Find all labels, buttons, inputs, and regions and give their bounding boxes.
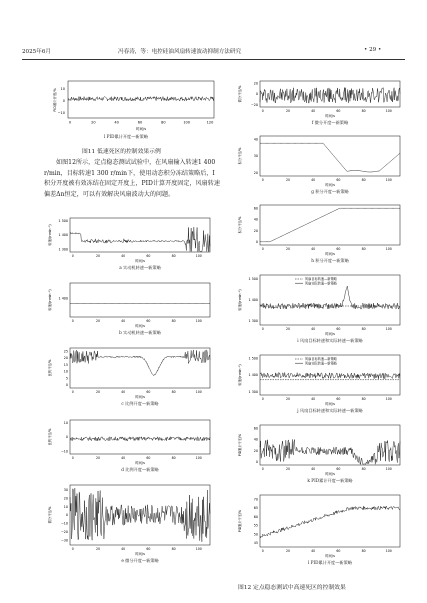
fig11-xtick: 80 [161,120,166,125]
ylabel: 积分开度/% [238,147,242,165]
ytick-label: 1 300 [248,319,258,324]
xtick-label: 40 [311,467,316,471]
xtick-label: 60 [336,467,341,471]
fig11-xtick: 100 [183,120,191,125]
xtick-label: 100 [385,247,392,251]
xtick-label: 20 [285,549,291,553]
xtick-label: 60 [146,254,151,258]
plot-frame [260,205,400,245]
xtick-label: 80 [361,549,366,553]
ytick-label: 10 [63,369,68,374]
xtick-label: 100 [385,467,392,471]
xtick-label: 60 [336,247,341,251]
xtick-label: 20 [285,327,291,331]
xlabel: 时间/s [325,183,335,187]
legend-entry: 风扇实际转速—新策略 [305,281,337,286]
xlabel: 时间/s [325,332,335,336]
xtick-label: 40 [121,547,126,551]
xtick-label: 80 [361,247,366,251]
xtick-label: 0 [261,327,264,331]
plot-frame [70,348,210,388]
ytick-label: 0 [255,92,258,97]
legend-entry: 风扇实际转速—新策略 [305,361,337,366]
xtick-label: 80 [171,547,176,551]
xlabel: 时间/s [325,472,335,476]
ytick-label: 1 500 [58,218,68,223]
ylabel: PID累计开度/% [238,509,242,533]
xtick-label: 40 [121,456,126,460]
ytick-label: 20 [253,171,258,175]
fig11-ytick: 10 [60,87,65,91]
ytick-label: 1 300 [248,390,258,394]
ytick-label: 60 [253,206,258,211]
figure-panel-k [234,422,404,480]
legend-entry: 风扇目标转速—新策略 [305,357,337,362]
ytick-label: 60 [253,426,258,431]
xtick-label: 80 [171,456,176,460]
plot-frame [70,218,210,252]
xtick-label: 100 [385,397,392,401]
ylabel: 微分开度/% [238,85,242,103]
ytick-label: 20 [253,81,258,86]
ytick-label: 1 400 [248,298,258,303]
panel-label-a: a 实动机转速—新策略 [119,265,161,270]
series-line [70,437,210,441]
ytick-label: 50 [253,532,258,537]
fig11-xtick: 60 [137,120,143,125]
xtick-label: 60 [146,456,151,460]
ytick-label: 0 [65,513,68,518]
ytick-label: −10 [61,449,68,454]
ytick-label: 55 [253,523,258,528]
ytick-label: −30 [61,538,68,543]
ytick-label: 25 [63,349,68,354]
xtick-label: 100 [385,178,392,182]
ytick-label: 1 400 [58,296,68,301]
ytick-label: 30 [253,154,258,159]
panel-label-d: d 比例开度—新策略 [121,467,159,472]
panel-label-h: h 积分开度—新策略 [311,258,349,263]
xlabel: 时间/s [135,259,145,263]
xtick-label: 80 [171,254,176,258]
ytick-label: 20 [63,496,68,501]
ytick-label: 20 [253,228,258,233]
xlabel: 时间/s [325,402,335,406]
xtick-label: 40 [311,397,316,401]
ytick-label: 0 [255,240,258,244]
running-header-title: 冯春涛，等：电控硅油风扇转速波动抑制方法研究 [118,49,242,55]
panel-label-f: f 微分开度—新策略 [311,120,349,125]
ytick-label: 70 [253,497,258,502]
panel-label-c: c 比例开度—新策略 [121,401,159,406]
xtick-label: 20 [285,397,291,401]
xlabel: 时间/s [325,252,335,256]
xtick-label: 20 [285,109,291,113]
ytick-label: 1 300 [58,247,68,252]
fig11-series-line [68,97,214,101]
xtick-label: 100 [195,254,202,258]
xtick-label: 0 [71,456,74,460]
ylabel: 微分开度/% [48,506,52,524]
ylabel: 积分开度/% [238,216,242,234]
ytick-label: 40 [253,217,258,222]
ytick-label: 1 500 [248,356,258,361]
ytick-label: 5 [65,376,68,381]
fig11-xtick: 40 [114,120,119,125]
ylabel: 转速/(r·min⁻¹) [238,289,242,311]
ytick-label: 65 [253,506,258,511]
panel-label-l: l PID累计开度—新策略 [307,560,352,565]
fig11-ytick: 0 [62,99,65,103]
ytick-label: 1 500 [248,277,258,282]
panel-label-j: j 风扇目标转速和实际转速—新策略 [297,408,363,413]
xlabel: 时间/s [135,395,145,399]
xtick-label: 80 [361,397,366,401]
xlabel: 时间/s [135,552,145,556]
ytick-label: 10 [63,504,68,509]
xtick-label: 60 [336,109,341,113]
xtick-label: 60 [146,547,151,551]
xlabel: 时间/s [325,114,335,118]
panel-label-i: i 风扇目标转速和实际转速—新策略 [297,338,363,343]
xtick-label: 40 [121,254,126,258]
xtick-label: 0 [71,319,74,323]
fig11-xtick: 20 [91,120,96,125]
xtick-label: 40 [311,178,316,182]
xtick-label: 20 [285,178,291,182]
figure-panel-a [44,215,214,267]
xtick-label: 20 [285,467,291,471]
ytick-label: 15 [63,362,68,367]
ytick-label: 20 [63,356,68,361]
ytick-label: 10 [63,420,68,425]
xtick-label: 20 [95,319,101,323]
legend-entry: 风扇目标转速—新策略 [305,277,337,282]
xtick-label: 40 [121,390,126,394]
fig11-xtick: 0 [68,120,72,125]
xtick-label: 20 [95,456,101,460]
body-paragraph: 如图12所示，定点稳态测试试验中，在风扇输入转速1 400 r/min，目标转速1 300 r/min下，使用动态积分冻结策略后，I积分开度被有效冻结在固定开度上，PID计算开度固定，风扇转速偏差Δn恒定，可以有效解决风扇波动大的问题。 [44,159,220,198]
ytick-label: 60 [253,514,258,519]
ylabel: 比例开度/% [48,359,52,377]
xtick-label: 0 [71,390,74,394]
ytick-label: 0 [255,460,258,464]
xtick-label: 60 [336,327,341,331]
series-line [70,488,210,542]
header-rule [22,59,405,60]
series-line [260,506,400,538]
ylabel: 转速/(r·min⁻¹) [48,289,52,311]
figure-panel-f [234,78,404,122]
fig11-caption: 图11 低速死区的控制效果示例 [82,149,161,155]
xtick-label: 80 [171,319,176,323]
figure-panel-c [44,345,214,403]
xtick-label: 0 [261,178,264,182]
xtick-label: 100 [385,549,392,553]
xtick-label: 100 [195,319,202,323]
figure-panel-j [234,352,404,410]
plot-frame [260,495,400,547]
xtick-label: 80 [361,178,366,182]
xtick-label: 80 [361,327,366,331]
xtick-label: 40 [311,109,316,113]
xtick-label: 60 [146,390,151,394]
xtick-label: 40 [311,549,316,553]
xtick-label: 60 [146,319,151,323]
xtick-label: 100 [385,327,392,331]
figure-11-plot [40,78,220,140]
xtick-label: 0 [261,109,264,113]
xtick-label: 0 [261,549,264,553]
series-line [260,88,400,103]
xtick-label: 0 [261,467,264,471]
xtick-label: 0 [71,254,74,258]
xlabel: 时间/s [325,554,335,558]
ytick-label: 30 [63,488,68,492]
running-header-date: 2025年6月 [22,49,51,55]
xtick-label: 0 [71,547,74,551]
xtick-label: 60 [336,549,341,553]
ytick-label: 1 400 [58,233,68,238]
panel-label-k: k PID累计开度—新策略 [307,478,353,483]
xtick-label: 100 [195,456,202,460]
series-line [260,286,400,309]
plot-frame [70,283,210,317]
ytick-label: 45 [253,541,258,546]
ytick-label: 20 [253,448,258,453]
ylabel: 比例开度/% [48,428,52,446]
xtick-label: 60 [336,397,341,401]
ytick-label: 40 [253,137,258,142]
ytick-label: 1 400 [248,373,258,378]
xtick-label: 20 [95,547,101,551]
figure-panel-b [44,280,214,332]
xlabel: 时间/s [135,324,145,328]
ytick-label: −20 [251,103,258,108]
panel-label-g: g 积分开度—新策略 [311,189,349,194]
ytick-label: 0 [65,383,68,387]
series-line [260,143,400,172]
page-number: • 29 • [364,47,382,53]
series-line [70,350,210,376]
panel-label-e: e 微分开度—新策略 [121,558,159,563]
xtick-label: 80 [361,109,366,113]
ytick-label: 40 [253,437,258,442]
panel-label-b: b 实动机转速—新策略 [119,330,161,335]
plot-frame [260,425,400,465]
xtick-label: 40 [311,247,316,251]
figure-panel-h [234,202,404,260]
xtick-label: 40 [311,327,316,331]
series-line [260,372,400,378]
xtick-label: 80 [361,467,366,471]
series-line [70,227,210,251]
ylabel: PID累计开度/% [238,433,242,457]
xtick-label: 0 [261,397,264,401]
xtick-label: 100 [385,109,392,113]
fig11-xlabel: 时间/s [135,127,147,131]
xtick-label: 20 [95,254,101,258]
xtick-label: 100 [195,547,202,551]
series-line [260,439,400,464]
figure-panel-e [44,482,214,560]
figure-panel-d [44,417,214,469]
ylabel: 转速/(r·min⁻¹) [48,224,52,246]
fig11-xtick: 120 [206,120,214,125]
figure-panel-l [234,492,404,562]
xtick-label: 100 [195,390,202,394]
ytick-label: −10 [61,521,68,526]
xtick-label: 20 [95,390,101,394]
ytick-label: 0 [65,435,68,440]
xtick-label: 20 [285,247,291,251]
fig11-ylabel: PID累计开度/% [53,88,57,112]
figure-panel-g [234,133,404,191]
ylabel: 转速/(r·min⁻¹) [238,364,242,386]
xtick-label: 40 [121,319,126,323]
ytick-label: −20 [61,530,68,534]
series-line [260,208,400,242]
xtick-label: 0 [261,247,264,251]
fig11-panel-caption: l PID累计开度—新策略 [104,134,149,139]
xlabel: 时间/s [135,461,145,465]
plot-frame [260,136,400,176]
xtick-label: 80 [171,390,176,394]
figure-panel-i [234,272,404,340]
fig12-caption: 图12 定点稳态测试中高速死区的控制效果 [238,585,346,591]
xtick-label: 60 [336,178,341,182]
fig11-ytick: −10 [57,111,65,115]
